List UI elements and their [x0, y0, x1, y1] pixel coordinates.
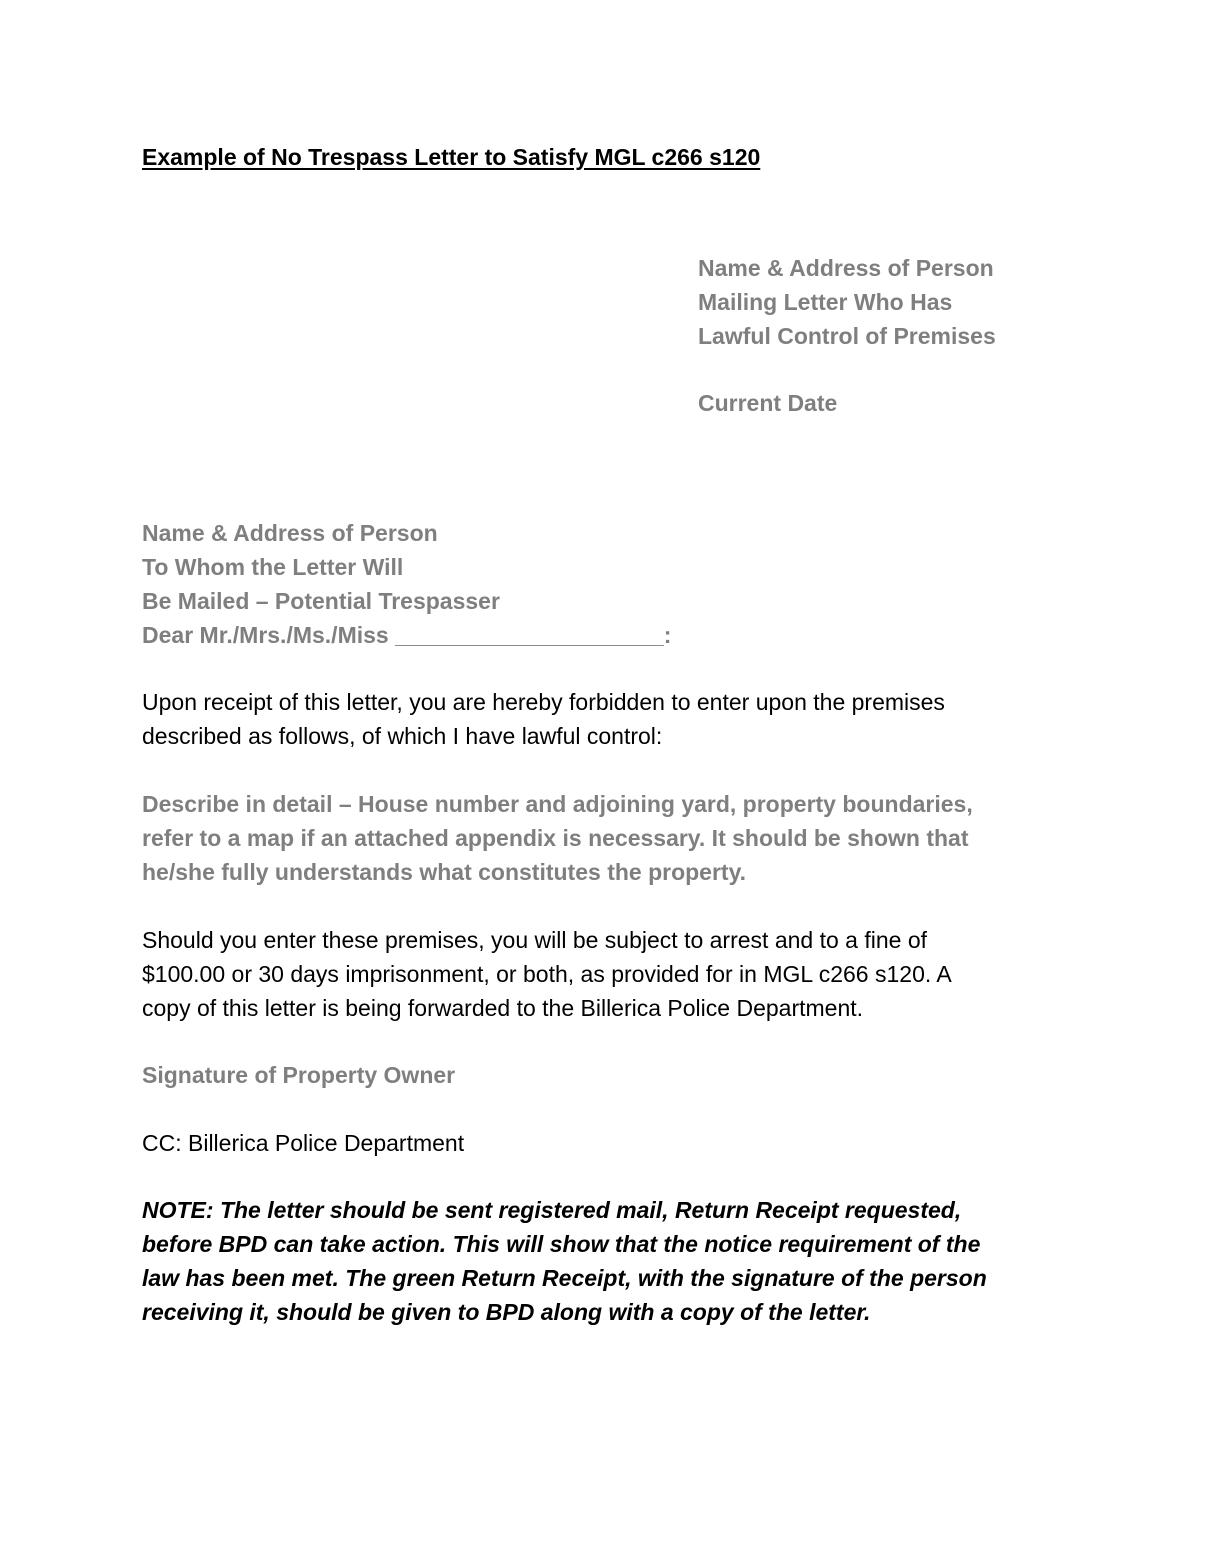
document-title: Example of No Trespass Letter to Satisfy MGL c266 s120: [142, 144, 761, 170]
paragraph-line: Should you enter these premises, you will be subject to arrest and to a fine of: [142, 927, 927, 953]
recipient-line: To Whom the Letter Will: [142, 554, 404, 580]
note-line: NOTE: The letter should be sent registered mail, Return Receipt requested,: [142, 1197, 962, 1223]
date-placeholder: Current Date: [698, 390, 838, 416]
sender-line: Name & Address of Person: [698, 255, 994, 281]
penalty-paragraph: [142, 923, 1062, 1025]
sender-line: Lawful Control of Premises: [698, 323, 996, 349]
paragraph-line: Upon receipt of this letter, you are hereby forbidden to enter upon the premises: [142, 689, 945, 715]
paragraph-line: refer to a map if an attached appendix is necessary. It should be shown that: [142, 825, 969, 851]
sender-address-block: [698, 251, 996, 353]
note-block: [142, 1193, 1062, 1329]
sender-line: Mailing Letter Who Has: [698, 289, 953, 315]
note-line: before BPD can take action. This will show that the notice requirement of the: [142, 1231, 981, 1257]
property-description-instructions: [142, 787, 1062, 889]
paragraph-line: Describe in detail – House number and adjoining yard, property boundaries,: [142, 791, 973, 817]
recipient-line: Name & Address of Person: [142, 520, 438, 546]
forbidden-entry-paragraph: [142, 685, 1062, 753]
recipient-address-block: [142, 516, 671, 652]
cc-line: CC: Billerica Police Department: [142, 1130, 465, 1156]
paragraph-line: described as follows, of which I have lawful control:: [142, 723, 663, 749]
note-line: receiving it, should be given to BPD along with a copy of the letter.: [142, 1299, 871, 1325]
salutation-line: Dear Mr./Mrs./Ms./Miss _____________________:: [142, 622, 672, 648]
paragraph-line: copy of this letter is being forwarded to the Billerica Police Department.: [142, 995, 864, 1021]
recipient-line: Be Mailed – Potential Trespasser: [142, 588, 500, 614]
paragraph-line: he/she fully understands what constitutes the property.: [142, 859, 747, 885]
signature-placeholder: Signature of Property Owner: [142, 1062, 456, 1088]
note-line: law has been met. The green Return Receipt, with the signature of the person: [142, 1265, 987, 1291]
paragraph-line: $100.00 or 30 days imprisonment, or both, as provided for in MGL c266 s120. A: [142, 961, 952, 987]
